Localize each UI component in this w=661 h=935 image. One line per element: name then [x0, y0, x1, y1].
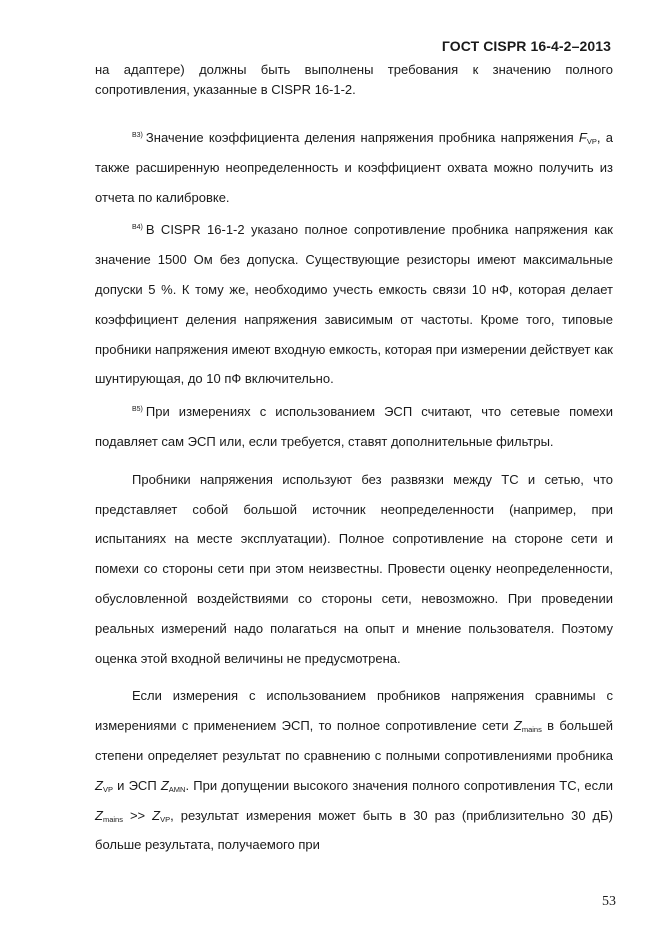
footnote-marker: B4)	[132, 224, 143, 232]
footnote-b3: $^{B3)}$ Значение коэффициента деления напряжения пробника напряжения $F_{VP}$, а также расширенную неопределенность и коэффициент охвата можно получить из отчета по калибровке.	[95, 130, 613, 205]
page-number: 53	[602, 894, 616, 909]
document-body	[95, 60, 613, 860]
symbol-f: F	[578, 130, 587, 145]
paragraph-voltage-probes: Пробники напряжения используют без развязки между ТС и сетью, что представляет собой большой источник неопределенности (например, при испытаниях на месте эксплуатации). Полное сопротивление на стороне сети и помехи со стороны сети при этом неизвестны. Провести оценку неопределенности, обусловленной воздействиями со стороны сети, невозможно. При проведении реальных измерений надо полагаться на опыт и мнение пользователя. Поэтому оценка этой входной величины не предусмотрена.	[95, 471, 613, 666]
footnote-marker: B5)	[132, 406, 143, 414]
paragraph-comparison: Если измерения с использованием пробников напряжения сравнимы с измерениями с применением ЭСП, то полное сопротивление сети $Z_{mains}$ в большей степени определяет результат по сравнению с полными сопротивлениями пробника $Z_{VP}$ и ЭСП $Z_{AMN}$. При допущении высокого значения полного сопротивления ТС, если $Z_{mains} >> Z_{VP}$, результат измерения может быть в 30 раз (приблизительно 30 дБ) больше результата, получаемого при	[95, 688, 613, 853]
document-header: ГОСТ CISPR 16-4-2–2013	[441, 38, 611, 54]
paragraph-continuation: на адаптере) должны быть выполнены требования к значению полного сопротивления, указанные в CISPR 16-1-2.	[95, 62, 613, 97]
footnote-b5: $^{B5)}$ При измерениях с использованием ЭСП считают, что сетевые помехи подавляет сам ЭСП или, если требуется, ставят дополнительные фильтры.	[95, 404, 613, 449]
footnote-b4: $^{B4)}$ В CISPR 16-1-2 указано полное сопротивление пробника напряжения как значение 1500 Ом без допуска. Существующие резисторы имеют максимальные допуски 5 %. К тому же, необходимо учесть емкость связи 10 нФ, которая делает коэффициент деления напряжения зависимым от частоты. Кроме того, типовые пробники напряжения имеют входную емкость, которая при измерении действует как шунтирующая, до 10 пФ включительно.	[95, 222, 613, 387]
footnote-marker: B3)	[132, 132, 143, 139]
